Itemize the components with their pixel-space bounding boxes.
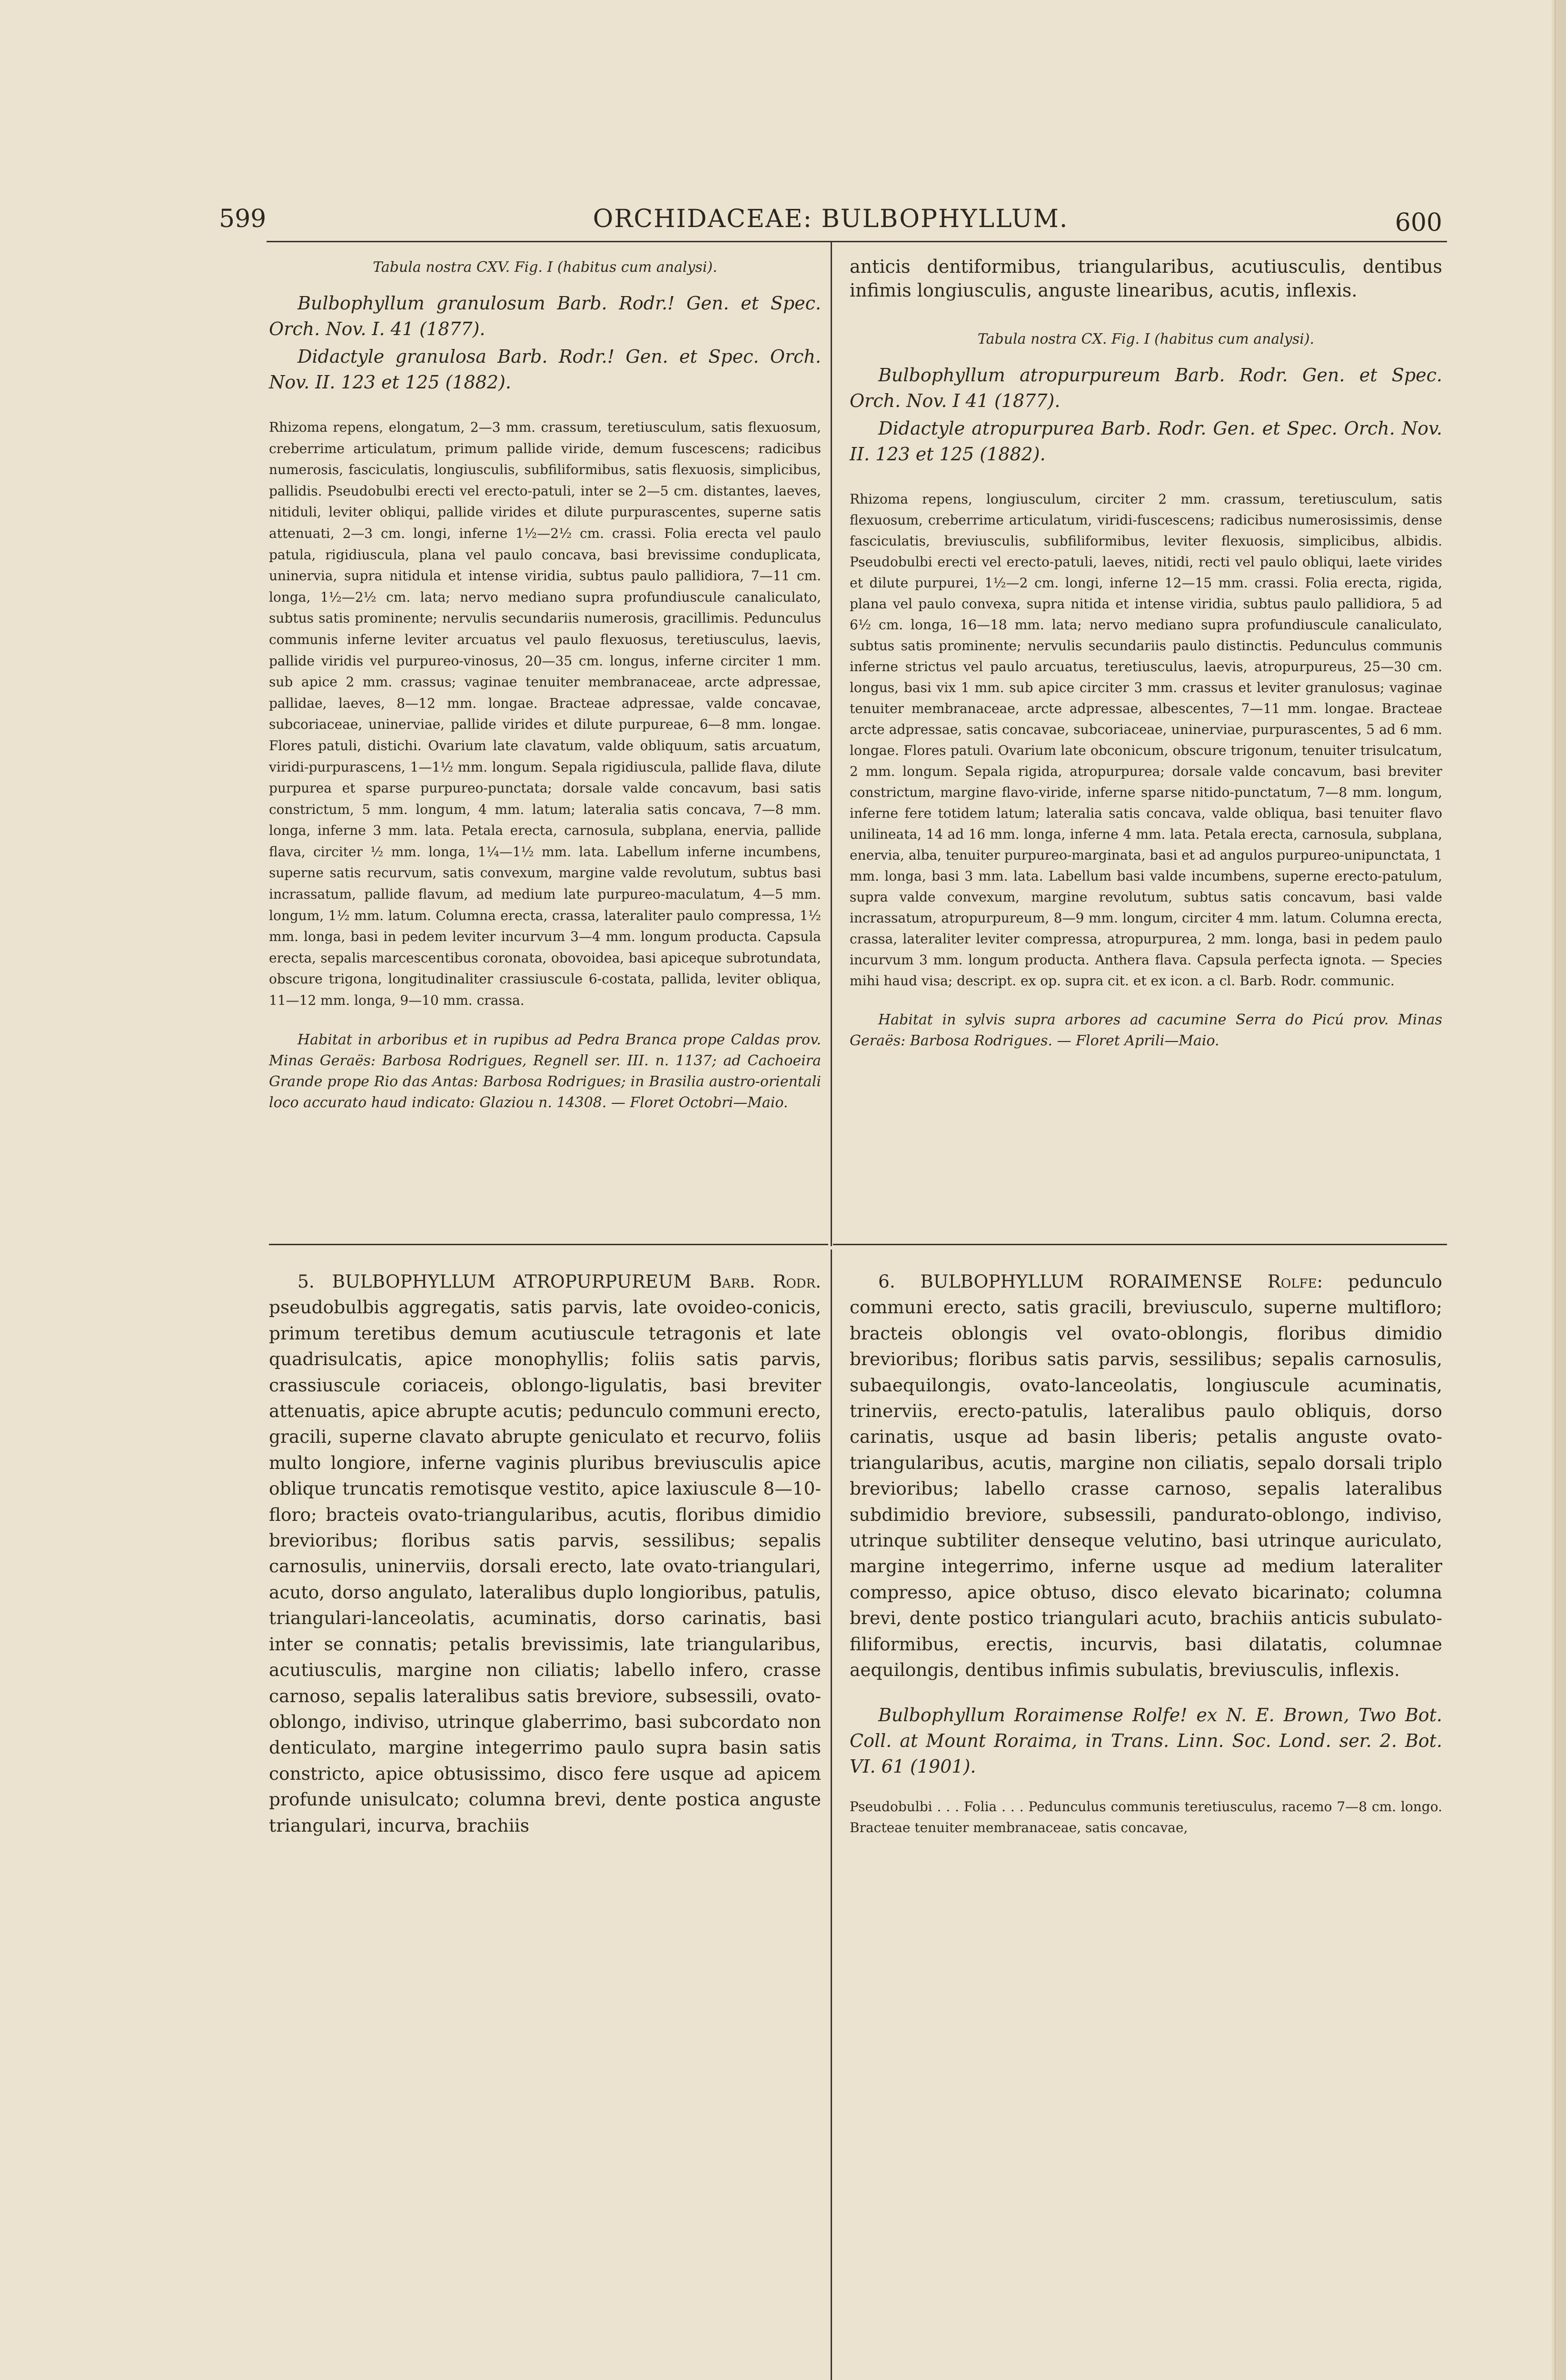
running-header	[219, 205, 1442, 237]
species-entry	[269, 1269, 821, 1838]
running-title: ORCHIDACEAE: BULBOPHYLLUM.	[593, 205, 1069, 233]
section-rule-right	[833, 1244, 1447, 1245]
species-entry	[850, 1269, 1442, 1683]
species-heading: 6. BULBOPHYLLUM RORAIMENSE Rolfe:	[878, 1271, 1323, 1292]
continuation-text: anticis dentiformibus, triangularibus, acutiusculis, dentibus infimis longiusculis, anguste linearibus, acutis, inflexis.	[850, 256, 1442, 301]
page-edge	[1555, 0, 1566, 2380]
species-description: Rhizoma repens, elongatum, 2—3 mm. crassum, teretiusculum, satis flexuosum, creberrime articulatum, primum pallide viride, demum fuscescens; radicibus numerosis, fasciculatis, longiusculis, subfiliformibus, satis flexuosis, simplicibus, pallidis. Pseudobulbi erecti vel erecto-patuli, inter se 2—5 cm. distantes, laeves, nitiduli, leviter obliqui, pallide virides et dilute purpurascentes, superne satis attenuati, 2—3 cm. longi, inferne 1½—2½ cm. crassi. Folia erecta vel paulo patula, rigidiuscula, plana vel paulo concava, basi brevissime conduplicata, uninervia, supra nitidula et intense viridia, subtus paulo pallidiora, 7—11 cm. longa, 1½—2½ cm. lata; nervo mediano supra profundiuscule canaliculato, subtus satis prominente; nervulis secundariis numerosis, gracillimis. Pedunculus communis inferne leviter arcuatus vel paulo flexuosus, teretiusculus, laevis, pallide viridis vel purpureo-vinosus, 20—35 cm. longus, inferne circiter 1 mm. sub apice 2 mm. crassus; vaginae tenuiter membranaceae, arcte adpressae, pallidae, laeves, 8—12 mm. longae. Bracteae adpressae, valde concavae, subcoriaceae, uninerviae, pallide virides et dilute purpureae, 6—8 mm. longae. Flores patuli, distichi. Ovarium late clavatum, valde obliquum, satis arcuatum, viridi-purpurascens, 1—1½ mm. longum. Sepala rigidiuscula, pallide flava, dilute purpurea et sparse purpureo-punctata; dorsale valde concavum, basi satis constrictum, 5 mm. longum, 4 mm. latum; lateralia satis concava, 7—8 mm. longa, inferne 3 mm. lata. Petala erecta, carnosula, subplana, enervia, pallide flava, circiter ½ mm. longa, 1¼—1½ mm. lata. Labellum inferne incumbens, superne satis recurvum, satis convexum, margine valde revolutum, subtus basi incrassatum, pallide flavum, ad medium late purpureo-maculatum, 4—5 mm. longum, 1½ mm. latum. Columna erecta, crassa, lateraliter paulo compressa, 1½ mm. longa, basi in pedem leviter incurvum 3—4 mm. longum producta. Capsula erecta, sepalis marcescentibus coronata, obovoidea, basi apiceque subrotundata, obscure trigona, longitudinaliter crassiuscule 6-costata, pallida, leviter obliqua, 11—12 mm. longa, 9—10 mm. crassa.	[269, 419, 821, 1009]
species-citation: Bulbophyllum Roraimense Rolfe! ex N. E. Brown, Two Bot. Coll. at Mount Roraima, in Trans. Linn. Soc. Lond. ser. 2. Bot. VI. 61 (1901).	[850, 1704, 1442, 1777]
species-heading: 5. BULBOPHYLLUM ATROPURPUREUM Barb. Rodr.	[297, 1271, 821, 1292]
left-column-top	[269, 257, 821, 1113]
left-column-bottom	[269, 1269, 821, 1838]
synonym-citation: Didactyle granulosa Barb. Rodr.! Gen. et Spec. Orch. Nov. II. 123 et 125 (1882).	[269, 346, 821, 393]
species-description: Rhizoma repens, longiusculum, circiter 2 mm. crassum, teretiusculum, satis flexuosum, creberrime articulatum, viridi-fuscescens; radicibus numerosissimis, dense fasciculatis, breviusculis, subfiliformibus, leviter flexuosis, simplicibus, albidis. Pseudobulbi erecti vel erecto-patuli, laeves, nitidi, recti vel paulo obliqui, laete virides et dilute purpurei, 1½—2 cm. longi, inferne 12—15 mm. crassi. Folia erecta, rigida, plana vel paulo convexa, supra nitida et intense viridia, subtus paulo pallidiora, 5 ad 6½ cm. longa, 16—18 mm. lata; nervo mediano supra profundiuscule canaliculato, subtus satis prominente; nervulis secundariis paulo distinctis. Pedunculus communis inferne strictus vel paulo arcuatus, teretiusculus, laevis, atropurpureus, 25—30 cm. longus, basi vix 1 mm. sub apice circiter 3 mm. crassus et leviter granulosus; vaginae tenuiter membranaceae, arcte adpressae, albescentes, 7—11 mm. longae. Bracteae arcte adpressae, satis concavae, subcoriaceae, uninerviae, purpurascentes, 5 ad 6 mm. longae. Flores patuli. Ovarium late obconicum, obscure trigonum, tenuiter trisulcatum, 2 mm. longum. Sepala rigida, atropurpurea; dorsale valde concavum, basi breviter constrictum, margine flavo-viride, inferne sparse nitido-punctatum, 7—8 mm. longum, inferne fere totidem latum; lateralia satis concava, valde obliqua, basi tenuiter flavo unilineata, 14 ad 16 mm. longa, inferne 4 mm. lata. Petala erecta, carnosula, subplana, enervia, alba, tenuiter purpureo-marginata, basi et ad angulos purpureo-unipunctata, 1 mm. longa, basi 3 mm. lata. Labellum basi valde incumbens, superne erecto-patulum, supra valde convexum, margine revolutum, subtus satis concavum, basi valde incrassatum, atropurpureum, 8—9 mm. longum, circiter 4 mm. latum. Columna erecta, crassa, lateraliter leviter compressa, atropurpurea, 2 mm. longa, basi in pedem paulo incurvum 3 mm. longum producta. Anthera flava. Capsula perfecta ignota. — Species mihi haud visa; descript. ex op. supra cit. et ex icon. a cl. Barb. Rodr. communic.	[850, 491, 1443, 989]
synonym-citation: Bulbophyllum atropurpureum Barb. Rodr. Gen. et Spec. Orch. Nov. I 41 (1877).	[850, 365, 1442, 411]
section-rule-left	[269, 1244, 828, 1245]
page-number-right: 600	[1395, 208, 1442, 237]
species-description: Pseudobulbi . . . Folia . . . Pedunculus communis teretiusculus, racemo 7—8 cm. longo. Bracteae tenuiter membranaceae, satis concavae,	[850, 1798, 1442, 1836]
habitat-note: Habitat in sylvis supra arbores ad cacumine Serra do Picú prov. Minas Geraës: Barbosa Rodrigues. — Floret Aprili—Maio.	[850, 1012, 1442, 1050]
right-column-bottom	[850, 1269, 1442, 1839]
synonym-citation: Bulbophyllum granulosum Barb. Rodr.! Gen. et Spec. Orch. Nov. I. 41 (1877).	[269, 293, 821, 339]
plate-caption: Tabula nostra CXV. Fig. I (habitus cum analysi).	[373, 259, 717, 276]
species-diagnosis: pedunculo communi erecto, satis gracili, breviusculo, superne multifloro; bracteis oblongis vel ovato-oblongis, floribus dimidio brevioribus; floribus satis parvis, sessilibus; sepalis carnosulis, subaequilongis, ovato-lanceolatis, longiuscule acuminatis, trinerviis, erecto-patulis, lateralibus paulo obliquis, dorso carinatis, usque ad basin liberis; petalis anguste ovato-triangularibus, acutis, margine non ciliatis, sepalo dorsali triplo brevioribus; labello crasse carnoso, sepalis lateralibus subdimidio breviore, subsessili, pandurato-oblongo, indiviso, utrinque subtiliter denseque velutino, basi utrinque auriculato, margine integerrimo, inferne usque ad medium lateraliter compresso, apice obtuso, disco elevato bicarinato; columna brevi, dente postico triangulari acuto, brachiis anticis subulato-filiformibus, erectis, incurvis, basi dilatatis, columnae aequilongis, dentibus infimis subulatis, breviusculis, inflexis.	[850, 1271, 1442, 1681]
synonym-citation: Didactyle atropurpurea Barb. Rodr. Gen. et Spec. Orch. Nov. II. 123 et 125 (1882).	[850, 418, 1442, 465]
column-divider-bottom	[831, 1250, 832, 2380]
habitat-note: Habitat in arboribus et in rupibus ad Pedra Branca prope Caldas prov. Minas Geraës: Barbosa Rodrigues, Regnell ser. III. n. 1137; ad Cachoeira Grande prope Rio das Antas: Barbosa Rodrigues; in Brasilia austro-orientali loco accurato haud indicato: Glaziou n. 14308. — Floret Octobri—Maio.	[269, 1031, 821, 1111]
header-rule	[267, 241, 1447, 242]
right-column-top	[850, 255, 1442, 1051]
species-diagnosis: pseudobulbis aggregatis, satis parvis, late ovoideo-conicis, primum teretibus demum acutiuscule tetragonis et late quadrisulcatis, apice monophyllis; foliis satis parvis, crassiuscule coriaceis, oblongo-ligulatis, basi breviter attenuatis, apice abrupte acutis; pedunculo communi erecto, gracili, superne clavato abrupte geniculato et recurvo, foliis multo longiore, inferne vaginis pluribus breviusculis apice oblique truncatis remotisque vestito, apice laxiuscule 8—10-floro; bracteis ovato-triangularibus, acutis, floribus dimidio brevioribus; floribus satis parvis, sessilibus; sepalis carnosulis, uninerviis, dorsali erecto, late ovato-triangulari, acuto, dorso angulato, lateralibus duplo longioribus, patulis, triangulari-lanceolatis, acuminatis, dorso carinatis, basi inter se connatis; petalis brevissimis, late triangularibus, acutiusculis, margine non ciliatis; labello infero, crasse carnoso, sepalis lateralibus satis breviore, subsessili, ovato-oblongo, indiviso, utrinque glaberrimo, basi subcordato non denticulato, margine integerrimo paulo supra basin satis constricto, apice obtusissimo, disco fere usque ad apicem profunde unisulcato; columna brevi, dente postica anguste triangulari, incurva, brachiis	[269, 1297, 821, 1836]
column-divider-top	[831, 242, 832, 1246]
page-number-left: 599	[219, 205, 267, 233]
plate-caption: Tabula nostra CX. Fig. I (habitus cum analysi).	[977, 331, 1315, 347]
